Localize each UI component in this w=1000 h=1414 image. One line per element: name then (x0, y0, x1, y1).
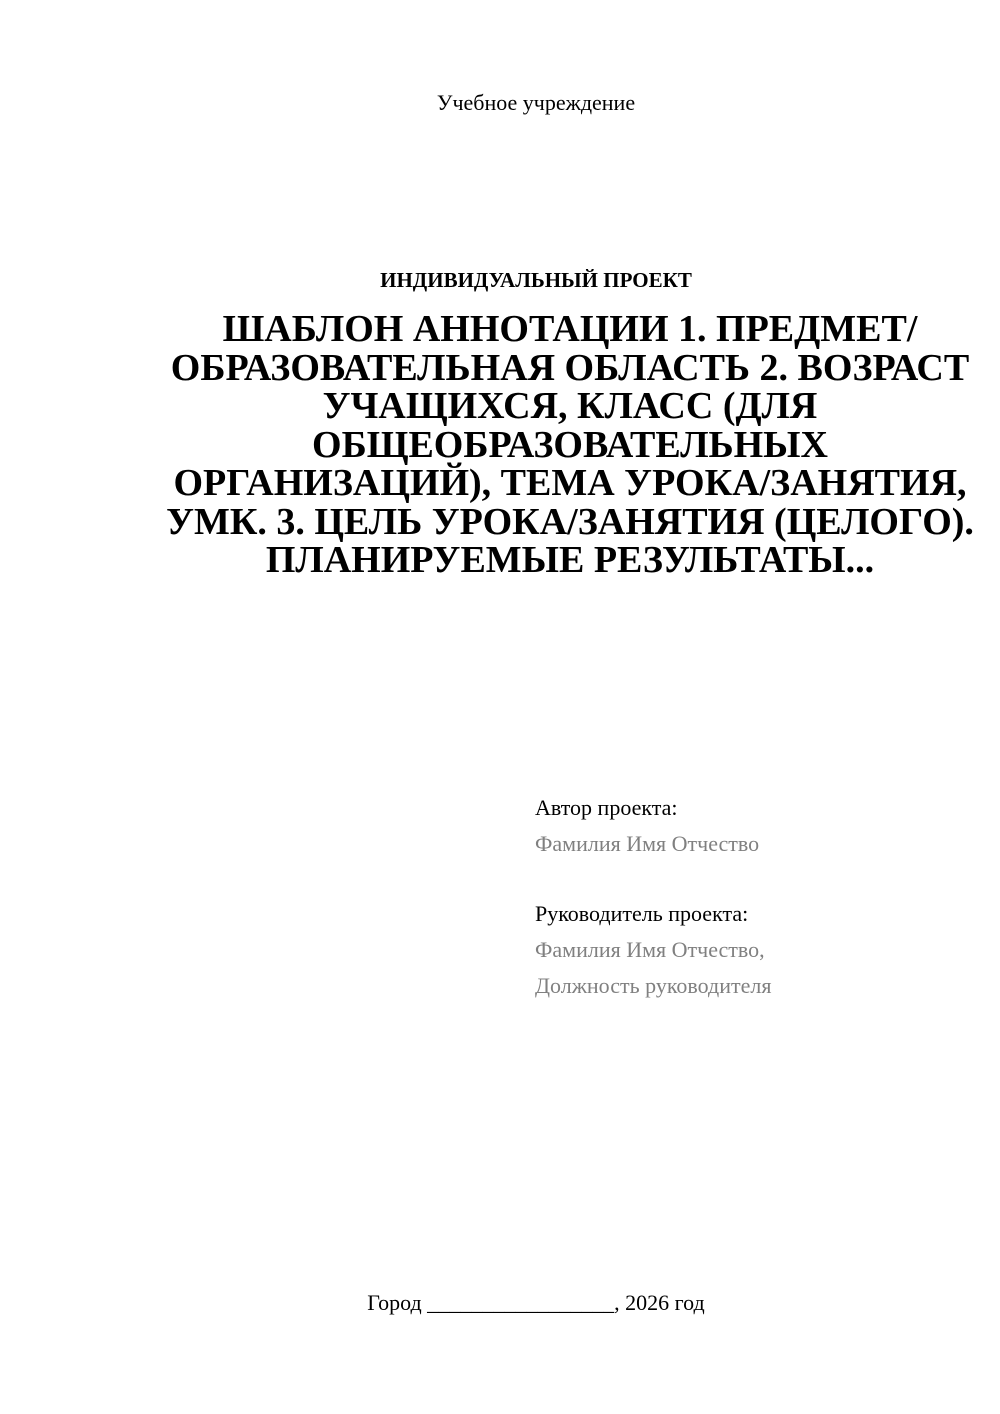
supervisor-label: Руководитель проекта: (535, 901, 749, 926)
spacer (535, 862, 975, 896)
institution-name: Учебное учреждение (436, 90, 636, 115)
author-label: Автор проекта: (535, 795, 678, 820)
city-year-line: Город _________________, 2026 год (367, 1290, 705, 1315)
supervisor-name: Фамилия Имя Отчество, (535, 937, 765, 962)
document-type: ИНДИВИДУАЛЬНЫЙ ПРОЕКТ (380, 268, 692, 292)
document-title: ШАБЛОН АННОТАЦИИ 1. ПРЕДМЕТ/ОБРАЗОВАТЕЛЬНАЯ ОБЛАСТЬ 2. ВОЗРАСТ УЧАЩИХСЯ, КЛАСС (ДЛЯ ОБЩЕОБРАЗОВАТЕЛЬНЫХ ОРГАНИЗАЦИЙ), ТЕМА УРОКА/ЗАНЯТИЯ, УМК. 3. ЦЕЛЬ УРОКА/ЗАНЯТИЯ (ЦЕЛОГО). ПЛАНИРУЕМЫЕ РЕЗУЛЬТАТЫ... (166, 308, 974, 581)
author-name: Фамилия Имя Отчество (535, 831, 760, 856)
supervisor-position: Должность руководителя (535, 973, 772, 998)
project-people (535, 790, 975, 1004)
